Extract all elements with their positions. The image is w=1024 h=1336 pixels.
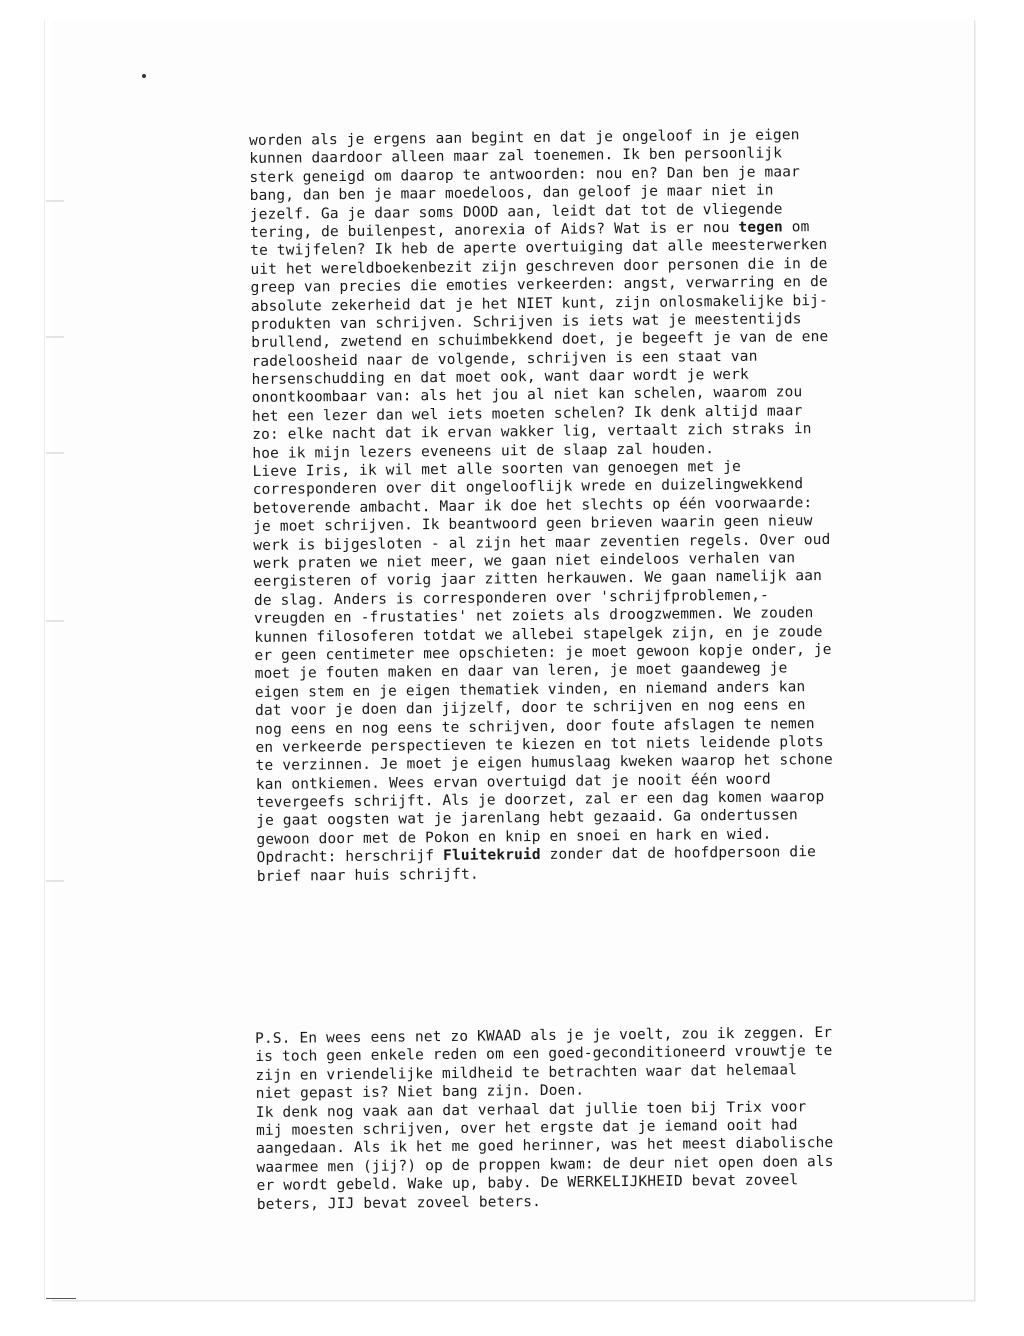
line-text: het een lezer dan wel iets moeten schelen? Ik denk altijd maar xyxy=(251,403,803,425)
line-text: tering, de builenpest, anorexia of Aids? Wat is er nou xyxy=(249,219,739,241)
line-text: zonder dat de hoofdpersoon die xyxy=(540,844,817,864)
postscript-line: niet gepast is? Niet bang zijn. Doen. xyxy=(255,1082,585,1103)
line-text: dat voor je doen dan jijzelf, door te schrijven en nog eens en xyxy=(254,697,806,720)
line-text: jezelf. Ga je daar soms DOOD aan, leidt dat tot de vliegende xyxy=(249,200,783,223)
postscript-line: mij moesten schrijven, over het ergste dat je iemand ooit had xyxy=(255,1117,798,1139)
line-text: hoe ik mijn lezers eveneens uit de slaap zal houden. xyxy=(252,440,715,462)
line-text: betoverende ambacht. Maar ik doe het slechts op één voorwaarde: xyxy=(252,494,813,517)
margin-smudge xyxy=(46,880,64,882)
letter-postscript xyxy=(255,1024,857,1214)
line-text: zo: elke nacht dat ik ervan wakker lig, vertaalt zich straks in xyxy=(252,421,812,444)
line-text: je gaat oogsten wat je jarenlang hebt gezaaid. Ga ondertussen xyxy=(256,807,798,830)
line-text: uit het wereldboekenbezit zijn geschreven door personen die in de xyxy=(250,255,828,278)
line-text: sterk geneigd om daarop te antwoorden: nou en? Dan ben je maar xyxy=(249,164,801,186)
postscript-line: zijn en vriendelijke mildheid te betrachten waar dat helemaal xyxy=(255,1062,798,1084)
line-text: te twijfelen? Ik heb de aperte overtuiging dat alle meesterwerken xyxy=(250,237,828,260)
line-text: nog eens en nog eens te schrijven, door foute afslagen te nemen xyxy=(255,715,815,738)
line-text: en verkeerde perspectieven te kiezen en tot niets leidende plots xyxy=(255,733,824,756)
line-text: radeloosheid naar de volgende, schrijven is een staat van xyxy=(251,348,758,370)
line-text: eergisteren of vorig jaar zitten herkauwen. We gaan namelijk aan xyxy=(253,568,823,591)
margin-smudge xyxy=(46,336,64,338)
line-text: onontkoombaar van: als het jou al niet kan schelen, waarom zou xyxy=(251,384,803,407)
line-text: er geen centimeter mee opschieten: je moet gewoon kopje onder, je xyxy=(254,641,832,664)
line-text: produkten van schrijven. Schrijven is iets wat je meestentijds xyxy=(250,311,802,333)
line-text: werk is bijgesloten - al zijn het maar zeventien regels. Over oud xyxy=(253,531,831,554)
line-text: brief naar huis schrijft. xyxy=(256,866,479,885)
line-text: kan ontkiemen. Wees ervan overtuigd dat je nooit één woord xyxy=(255,771,771,793)
margin-smudge xyxy=(46,200,64,202)
line-text: kunnen filosoferen totdat we allebei stapelgek zijn, en je zoude xyxy=(254,623,823,646)
line-text: kunnen daardoor alleen maar zal toenemen. Ik ben persoonlijk xyxy=(249,145,783,168)
line-text: om xyxy=(782,219,810,236)
postscript-line: is toch geen enkele reden om een goed-geconditioneerd vrouwtje te xyxy=(255,1043,833,1066)
postscript-line: Ik denk nog vaak aan dat verhaal dat jullie toen bij Trix voor xyxy=(255,1098,807,1121)
margin-smudge xyxy=(46,620,64,622)
postscript-line: aangedaan. Als ik het me goed herinner, was het meest diabolische xyxy=(256,1135,834,1158)
postscript-line: er wordt gebeld. Wake up, baby. De WERKELIJKHEID bevat zoveel xyxy=(256,1172,799,1195)
emphasized-word: tegen xyxy=(738,219,783,236)
line-text: hersenschudding en dat moet ook, want daar wordt je werk xyxy=(251,366,749,389)
line-text: te verzinnen. Je moet je eigen humuslaag kweken waarop het schone xyxy=(255,752,833,775)
line-text: moet je fouten maken en daar van leren, je moet gaandeweg je xyxy=(254,660,788,683)
line-text: absolute zekerheid dat je het NIET kunt, zijn onlosmakelijke bij- xyxy=(250,292,829,315)
line-text: bang, dan ben je maar moedeloos, dan geloof je maar niet in xyxy=(249,182,774,205)
line-text: eigen stem en je eigen thematiek vinden, en niemand anders kan xyxy=(254,678,806,701)
line-text: greep van precies die emoties verkeerden: angst, verwarring en de xyxy=(250,274,828,297)
letter-body xyxy=(249,126,857,886)
line-text: gewoon door met de Pokon en knip en snoei en hark en wied. xyxy=(256,826,772,848)
page-corner-mark xyxy=(46,1298,76,1299)
line-text: vreugden en -frustaties' net zoiets als droogzwemmen. We zouden xyxy=(254,605,814,628)
postscript-line: beters, JIJ bevat zoveel beters. xyxy=(256,1193,542,1213)
line-text: de slag. Anders is corresponderen over 'schrijfproblemen,- xyxy=(253,587,769,609)
line-text: brullend, zwetend en schuimbekkend doet, je begeeft je van de ene xyxy=(251,329,829,352)
line-text: Lieve Iris, ik wil met alle soorten van genoegen met je xyxy=(252,458,742,481)
line-text: tevergeefs schrijft. Als je doorzet, zal er een dag komen waarop xyxy=(255,789,825,812)
line-text: corresponderen over dit ongelooflijk wrede en duizelingwekkend xyxy=(252,476,804,499)
line-text: Opdracht: herschrijf xyxy=(256,848,444,867)
emphasized-word: Fluitekruid xyxy=(442,847,541,865)
line-text: werk praten we niet meer, we gaan niet eindeloos verhalen van xyxy=(253,550,796,572)
line-text: je moet schrijven. Ik beantwoord geen brieven waarin geen nieuw xyxy=(253,513,813,536)
margin-smudge xyxy=(46,452,64,454)
line-text: worden als je ergens aan begint en dat je ongeloof in je eigen xyxy=(249,127,800,149)
postscript-line: waarmee men (jij?) op de proppen kwam: de deur niet open doen als xyxy=(256,1153,834,1176)
postscript-line: P.S. En wees eens net zo KWAAD als je je voelt, zou ik zeggen. Er xyxy=(255,1024,833,1047)
ink-speck xyxy=(142,74,146,78)
